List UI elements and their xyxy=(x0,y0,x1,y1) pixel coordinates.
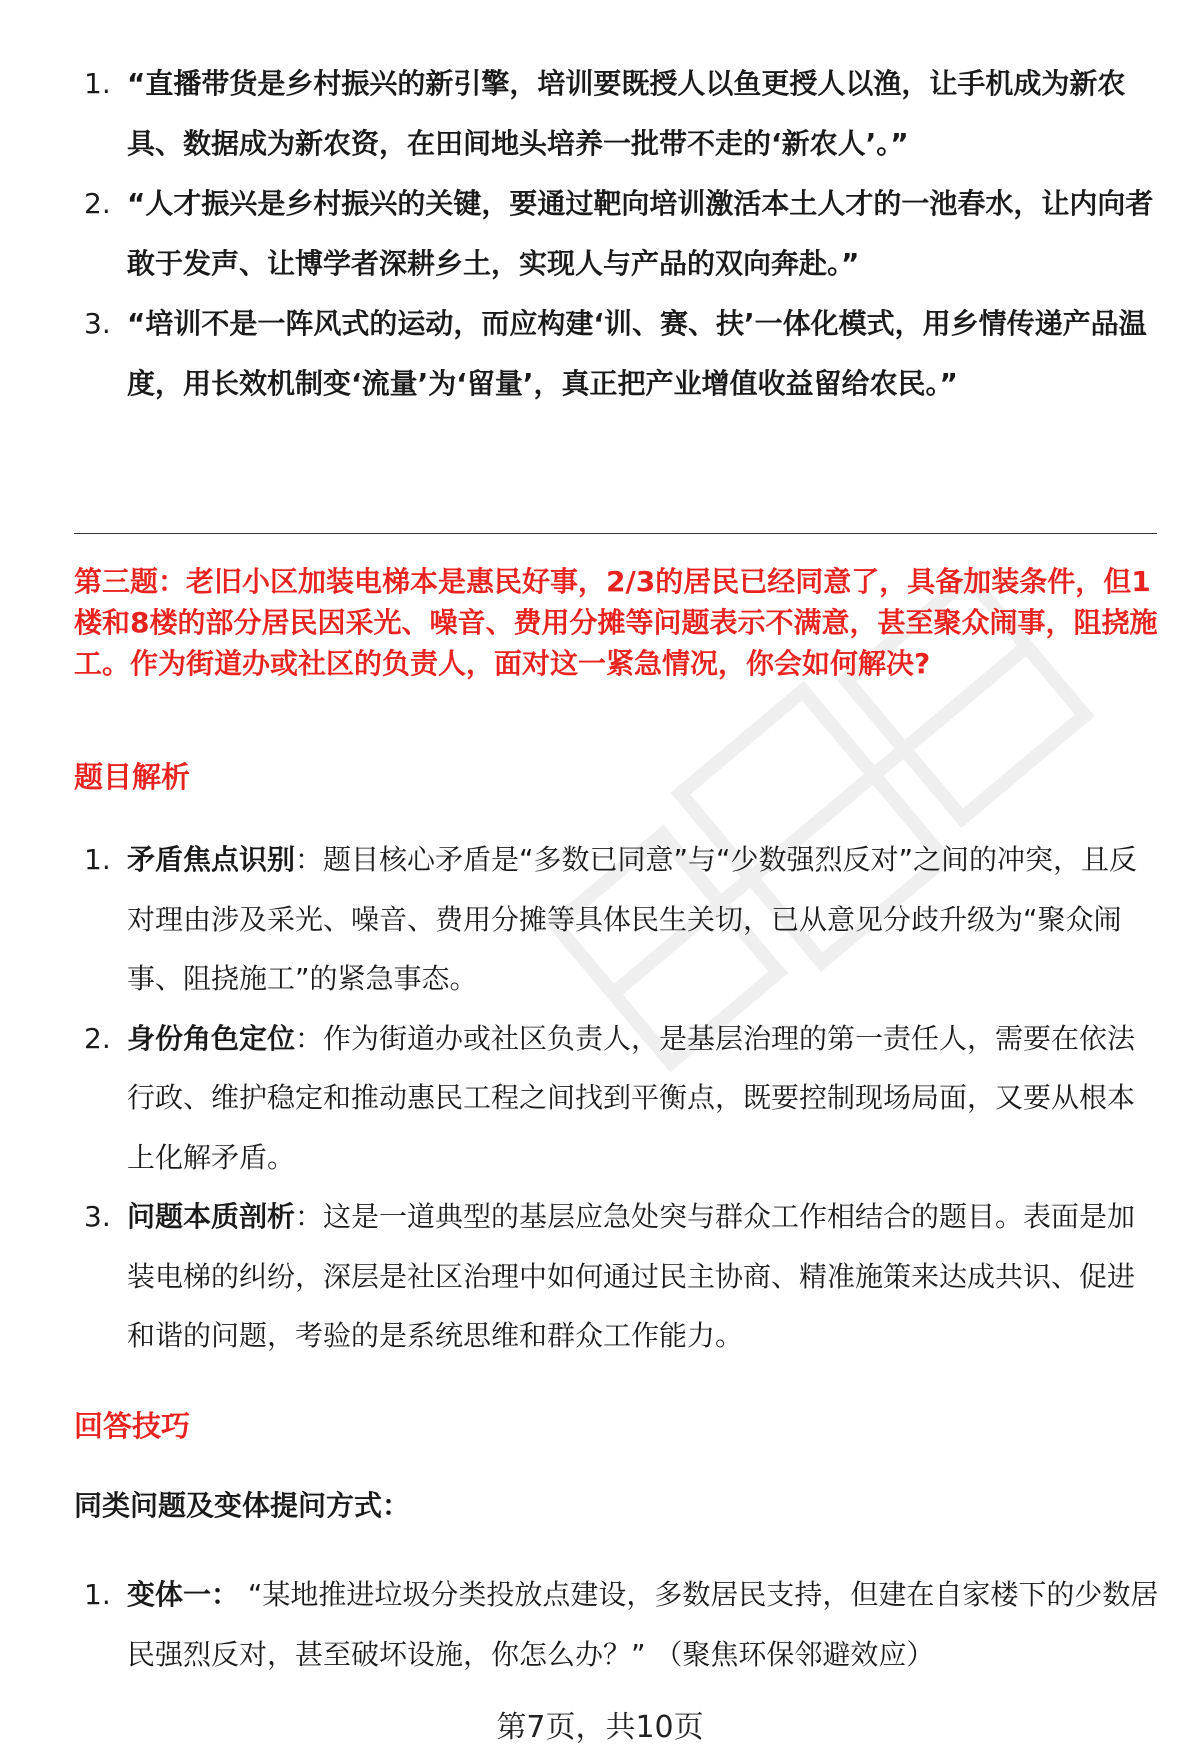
list-number: 1. xyxy=(84,843,111,876)
analysis-heading: 题目解析 xyxy=(74,760,191,794)
page-footer: 第7页，共10页 xyxy=(496,1710,704,1745)
analysis-text: ：题目核心矛盾是“多数已同意”与“少数强烈反对”之间的冲突，且反对理由涉及采光、噪音、费用分摊等具体民生关切，已从意见分歧升级为“聚众闹事、阻挠施工”的紧急事态。 xyxy=(127,843,1138,995)
quote-text: “直播带货是乡村振兴的新引擎，培训要既授人以鱼更授人以渔，让手机成为新农具、数据成为新农资，在田间地头培养一批带不走的‘新农人’。” xyxy=(127,67,1126,160)
analysis-label: 矛盾焦点识别 xyxy=(127,843,296,876)
analysis-label: 身份角色定位 xyxy=(127,1021,296,1055)
analysis-label: 问题本质剖析 xyxy=(127,1200,296,1233)
quote-item-2 xyxy=(0,174,1200,294)
quote-item-1 xyxy=(0,54,1200,174)
analysis-text: ：作为街道办或社区负责人，是基层治理的第一责任人，需要在依法行政、维护稳定和推动惠民工程之间找到平衡点，既要控制现场局面，又要从根本上化解矛盾。 xyxy=(127,1021,1136,1174)
analysis-text: ：这是一道典型的基层应急处突与群众工作相结合的题目。表面是加装电梯的纠纷，深层是社区治理中如何通过民主协商、精准施策来达成共识、促进和谐的问题，考验的是系统思维和群众工作能力。 xyxy=(127,1200,1136,1352)
variant-item-1 xyxy=(0,1565,1200,1684)
list-number: 2. xyxy=(84,1021,111,1055)
quote-item-3 xyxy=(0,294,1200,414)
analysis-item-2 xyxy=(0,1009,1200,1188)
tips-heading: 回答技巧 xyxy=(74,1409,191,1443)
list-number: 3. xyxy=(84,307,111,340)
analysis-list xyxy=(0,830,1200,1366)
quote-list xyxy=(0,54,1200,414)
list-number: 1. xyxy=(84,1578,111,1611)
analysis-item-3 xyxy=(0,1187,1200,1366)
list-number: 3. xyxy=(84,1200,111,1233)
quote-text: “培训不是一阵风式的运动，而应构建‘训、赛、扶’一体化模式，用乡情传递产品温度，用长效机制变‘流量’为‘留量’，真正把产业增值收益留给农民。” xyxy=(127,307,1147,400)
question-title: 第三题：老旧小区加装电梯本是惠民好事，2/3的居民已经同意了，具备加装条件，但1楼和8楼的部分居民因采光、噪音、费用分摊等问题表示不满意，甚至聚众闹事，阻挠施工。作为街道办或社区的负责人，面对这一紧急情况，你会如何解决? xyxy=(74,565,1158,680)
variants-heading: 同类问题及变体提问方式： xyxy=(74,1489,411,1522)
list-number: 1. xyxy=(84,67,111,100)
quote-text: “人才振兴是乡村振兴的关键，要通过靶向培训激活本土人才的一池春水，让内向者敢于发声、让博学者深耕乡土，实现人与产品的双向奔赴。” xyxy=(127,187,1154,280)
analysis-item-1 xyxy=(0,830,1200,1009)
list-number: 2. xyxy=(84,187,111,220)
variant-label: 变体一： xyxy=(127,1578,240,1611)
section-divider xyxy=(74,533,1157,534)
variants-list xyxy=(0,1565,1200,1684)
variant-text: “某地推进垃圾分类投放点建设，多数居民支持，但建在自家楼下的少数居民强烈反对，甚至破坏设施，你怎么办？” （聚焦环保邻避效应） xyxy=(127,1578,1159,1671)
